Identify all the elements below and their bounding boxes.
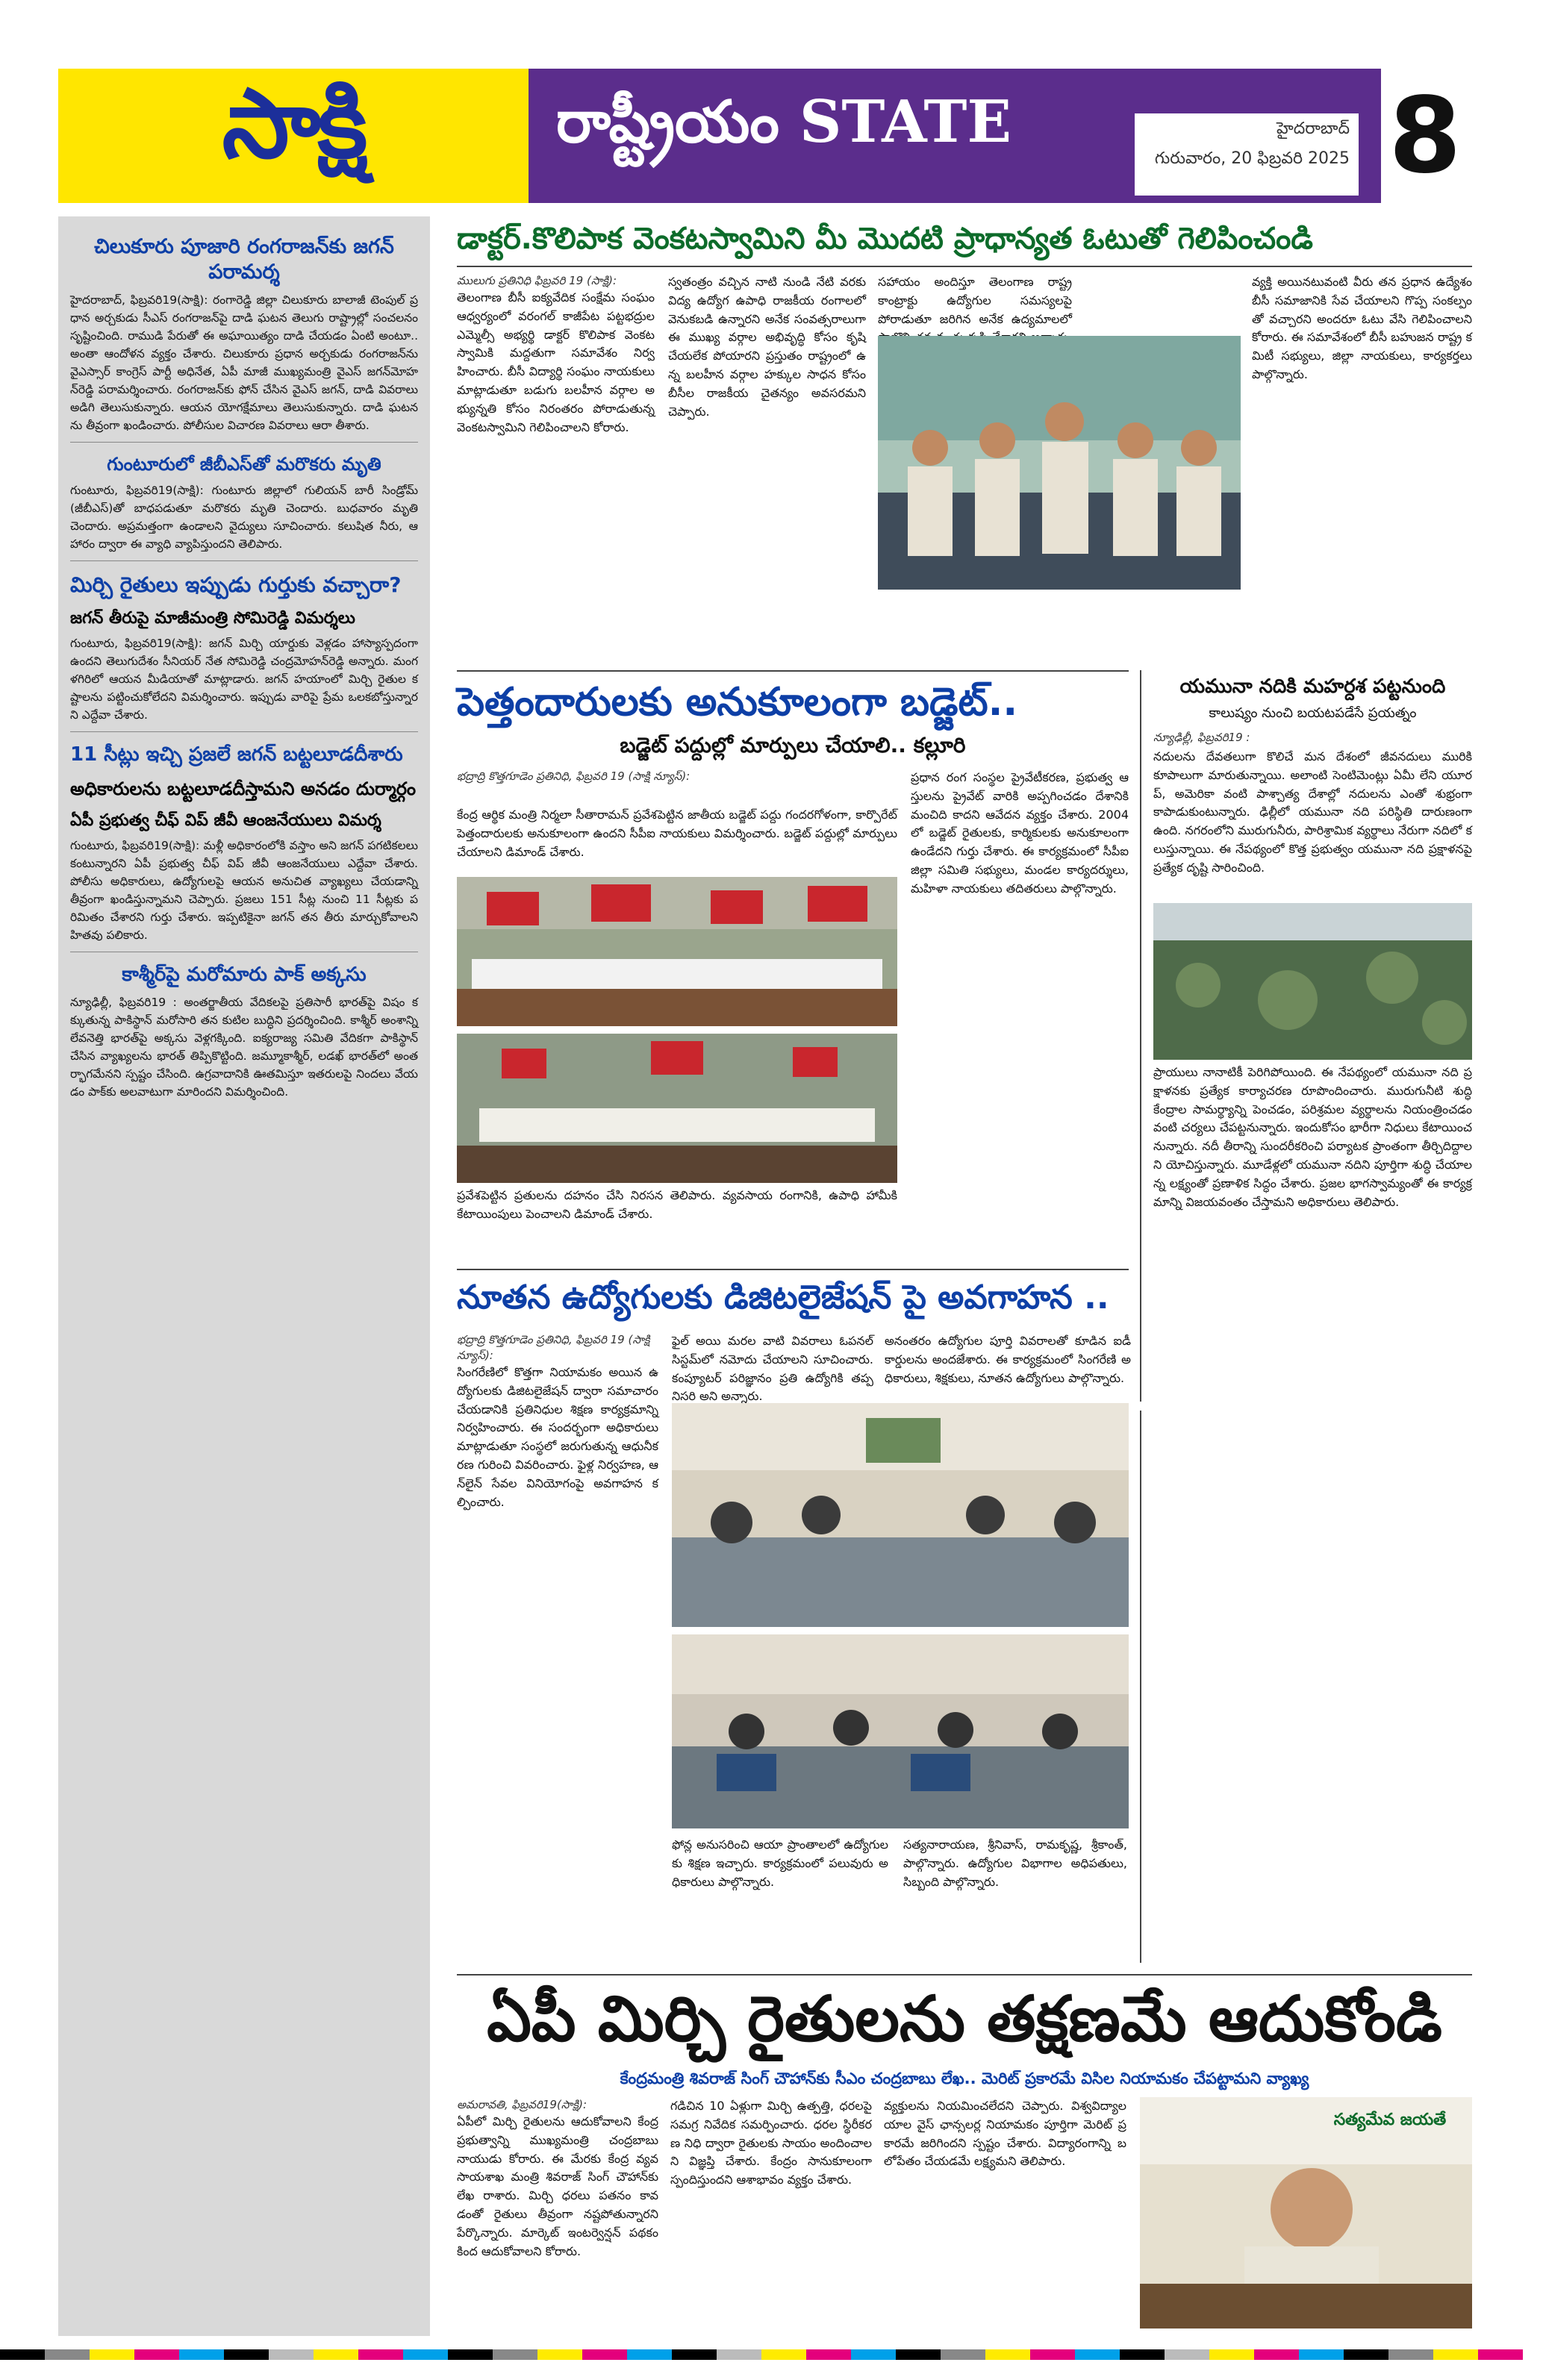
story3-body: గుంటూరు, ఫిబ్రవరి19(సాక్షి): జగన్ మిర్చి యార్డుకు వెళ్లడం హాస్యాస్పదంగా ఉందని తెలుగుదేశం సీనియర్ నేత సోమిరెడ్డి చంద్రమోహన్‌రెడ్డి అన్నారు. మంగళగిరిలో ఆయన మీడియాతో మాట్లాడారు. జగన్ హయాంలో మిర్చి రైతుల కష్టాలను పట్టించుకోలేదని విమర్శించారు. ఇప్పుడు వారిపై ప్రేమ ఒలకబోస్తున్నారని ఎద్దేవా చేశారు. <box>70 637 418 722</box>
chilli-body3: వ్యక్తులను నియమించలేదని చెప్పారు. విశ్వవిద్యాలయాల వైస్ ఛాన్సలర్ల నియామకం పూర్తిగా మెరిట్ ప్రకారమే జరిగిందని స్పష్టం చేశారు. విద్యారంగాన్ని బలోపేతం చేయడమే లక్ష్యమని తెలిపారు. <box>884 2099 1126 2169</box>
page-number-box <box>1374 69 1469 203</box>
budget-photo1 <box>457 877 897 1026</box>
chilli-photo-caption: సత్యమేవ జయతే <box>1333 2111 1447 2129</box>
training-photo-image <box>672 1634 1129 1828</box>
story4-headline: 11 సీట్లు ఇచ్చి ప్రజలే జగన్ బట్టలూడదీశారు <box>70 743 403 766</box>
divider <box>70 731 418 732</box>
digital-col1 <box>457 1332 658 1967</box>
budget-caption: ప్రవేశపెట్టిన ప్రతులను దహనం చేసి నిరసన తెలిపారు. వ్యవసాయ రంగానికి, ఉపాధి హామీకి కేటాయింపులు పెంచాలని డిమాండ్ చేశారు. <box>457 1188 897 1221</box>
story2-body: గుంటూరు, ఫిబ్రవరి19(సాక్షి): గుంటూరు జిల్లాలో గులియన్ బారీ సిండ్రోమ్ (జీబీఎస్)తో బాధపడుతూ మరొకరు మృతి చెందారు. బుధవారం మృతి చెందారు. అప్రమత్తంగా ఉండాలని వైద్యులు సూచించారు. కలుషిత నీరు, ఆహారం ద్వారా ఈ వ్యాధి వ్యాపిస్తుందని తెలిపారు. <box>70 483 418 551</box>
lead-col1 <box>457 273 655 661</box>
rule <box>457 266 1472 267</box>
chilli-body1: ఏపీలో మిర్చి రైతులను ఆదుకోవాలని కేంద్ర ప్రభుత్వాన్ని ముఖ్యమంత్రి చంద్రబాబు నాయుడు కోరారు. ఈ మేరకు కేంద్ర వ్యవసాయశాఖ మంత్రి శివరాజ్ సింగ్ చౌహాన్‌కు లేఖ రాశారు. మిర్చి ధరలు పతనం కావడంతో రైతులు తీవ్రంగా నష్టపోతున్నారని పేర్కొన్నారు. మార్కెట్ ఇంటర్వెన్షన్ పథకం కింద ఆదుకోవాలని కోరారు. <box>457 2114 658 2258</box>
chilli-credit: అమరావతి, ఫిబ్రవరి19(సాక్షి): <box>457 2098 587 2111</box>
yamuna-credit: న్యూఢిల్లీ, ఫిబ్రవరి19 : <box>1153 731 1250 744</box>
reg-mark <box>0 2349 45 2360</box>
digital-body2: ఫైల్ అయి మరల వాటి వివరాలు ఓపనల్ సిస్టమ్‌లో నమోదు చేయాలని సూచించారు. కంప్యూటర్ పరిజ్ఞానం ప్రతి ఉద్యోగికి తప్పనిసరి అని అన్నారు. <box>672 1334 873 1404</box>
meeting-photo-image <box>672 1403 1129 1627</box>
rule <box>457 1269 1129 1270</box>
story3-headline: మిర్చి రైతులు ఇప్పుడు గుర్తుకు వచ్చారా? <box>70 572 402 597</box>
budget-body1: కేంద్ర ఆర్థిక మంత్రి నిర్మలా సీతారామన్ ప్రవేశపెట్టిన జాతీయ బడ్జెట్ పద్దు గందరగోళంగా, కార్పొరేట్ పెత్తందారులకు అనుకూలంగా ఉందని సీపీఐ నాయకులు విమర్శించారు. బడ్జెట్ పద్దుల్లో మార్పులు చేయాలని డిమాండ్ చేశారు. <box>457 808 897 859</box>
chilli-subhead: కేంద్రమంత్రి శివరాజ్ సింగ్ చౌహాన్‌కు సీఎం చంద్రబాబు లేఖ.. మెరిట్ ప్రకారమే విసిల నియామకం చేపట్టామని వ్యాఖ్య <box>620 2070 1309 2087</box>
lead-body1: తెలంగాణ బీసీ ఐక్యవేదిక సంక్షేమ సంఘం ఆధ్వర్యంలో వరంగల్ కాజీపేట పట్టభద్రుల ఎమ్మెల్సీ అభ్యర్థి డాక్టర్ కొలిపాక వెంకటస్వామికి మద్దతుగా సమావేశం నిర్వహించారు. బీసీ విద్యార్థి సంఘం నాయకులు మాట్లాడుతూ బడుగు బలహీన వర్గాల అభ్యున్నతి కోసం నిరంతరం పోరాడుతున్న వెంకటస్వామిని గెలిపించాలని కోరారు. <box>457 290 655 434</box>
budget-body2: ప్రధాన రంగ సంస్థల ప్రైవేటీకరణ, ప్రభుత్వ ఆస్తులను ప్రైవేట్ వారికి అప్పగించడం దేశానికి మంచిది కాదని ఆవేదన వ్యక్తం చేశారు. 2004లో బడ్జెట్ రైతులకు, కార్మికులకు అనుకూలంగా ఉండేదని గుర్తు చేశారు. ఈ కార్యక్రమంలో సీపీఐ జిల్లా సమితి సభ్యులు, మండల కార్యదర్శులు, మహిళా నాయకులు తదితరులు పాల్గొన్నారు. <box>911 770 1129 896</box>
chilli-headline: ఏపీ మిర్చి రైతులను తక్షణమే ఆదుకోండి <box>487 1982 1442 2055</box>
lead-headline: డాక్టర్.కొలిపాక వెంకటస్వామిని మీ మొదటి ప్రాధాన్యత ఓటుతో గెలిపించండి <box>457 222 1313 256</box>
digital-body4: ఫోన్ల అనుసరించి ఆయా ప్రాంతాలలో ఉద్యోగులకు శిక్షణ ఇచ్చారు. కార్యక్రమంలో పలువురు అధికారులు పాల్గొన్నారు. <box>672 1837 888 1889</box>
left-column <box>58 216 430 2336</box>
masthead-logo <box>58 69 529 203</box>
story1-body: హైదరాబాద్, ఫిబ్రవరి19(సాక్షి): రంగారెడ్డి జిల్లా చిలుకూరు బాలాజీ టెంపుల్ ప్రధాన అర్చకుడు సీఎస్ రంగరాజన్‌పై దాడి ఘటన తెలుగు రాష్ట్రాల్లో సంచలనం సృష్టించింది. రాముడి పేరుతో ఈ అఘాయిత్యం దాడి చేయడం ఏంటి అంటూ.. అంతా ఆందోళన వ్యక్తం చేశారు. చిలుకూరు ప్రధాన అర్చకుడు రంగరాజన్‌ను వైఎస్సార్ కాంగ్రెస్ పార్టీ అధినేత, ఏపీ మాజీ ముఖ్యమంత్రి వైఎస్ జగన్‌మోహన్‌రెడ్డి పరామర్శించారు. రంగరాజన్‌కు ఫోన్ చేసిన వైఎస్ జగన్, దాడి వివరాలు అడిగి తెలుసుకున్నారు. ఆయన యోగక్షేమాలు తెలుసుకున్నారు. దాడి ఘటనను తీవ్రంగా ఖండించారు. పోలీసుల విచారణ వివరాలు ఆరా తీశారు. <box>70 293 418 432</box>
chilli-col1 <box>457 2097 658 2329</box>
story4-subhead2: ఏపీ ప్రభుత్వ చీఫ్ విప్ జీవీ ఆంజనేయులు విమర్శ <box>70 810 381 830</box>
digital-photo1 <box>672 1403 1129 1627</box>
lead-body2: స్వతంత్రం వచ్చిన నాటి నుండి నేటి వరకు విద్య ఉద్యోగ ఉపాధి రాజకీయ రంగాలలో వెనుకబడి ఉన్నారని అనేక సంవత్సరాలుగా ఈ ముఖ్య వర్గాల అభివృద్ధి కోసం కృషి చేయలేక పోయారని ప్రస్తుతం రాష్ట్రంలో ఉన్న బలహీన వర్గాల హక్కుల సాధన కోసం బీసీల రాజకీయ చైతన్యం అవసరమని చెప్పారు. <box>668 275 866 419</box>
story1-headline: చిలుకూరు పూజారి రంగరాజన్‌కు జగన్ పరామర్శ <box>94 235 394 284</box>
story2-headline: గుంటూరులో జీబీఎస్‌తో మరొకరు మృతి <box>107 453 381 475</box>
lead-body3b <box>1084 273 1237 333</box>
rule <box>457 670 1129 672</box>
vertical-rule <box>1140 670 1141 1402</box>
budget-credit: భద్రాద్రి కొత్తగూడెం ప్రతినిధి, ఫిబ్రవరి 19 (సాక్షి న్యూస్): <box>457 769 691 783</box>
section-title: రాష్ట్రీయం STATE <box>556 88 1011 156</box>
budget-subhead: బడ్జెట్ పద్దుల్లో మార్పులు చేయాలి.. కల్లూరి <box>620 733 966 758</box>
lead-body4: వ్యక్తి అయినటువంటి వీరు తన ప్రధాన ఉద్యేశం బీసీ సమాజానికి సేవ చేయాలని గొప్ప సంకల్పం తో వచ్చారని అందరూ ఓటు వేసి గెలిపించాలని కోరారు. ఈ సమావేశంలో బీసీ బహుజన రాష్ట్ర కమిటీ సభ్యులు, జిల్లా నాయకులు, కార్యకర్తలు పాల్గొన్నారు. <box>1252 275 1472 381</box>
masthead-info <box>1135 113 1359 196</box>
logo-text: సాక్షి <box>222 69 365 180</box>
chilli-body2: గడిచిన 10 ఏళ్లుగా మిర్చి ఉత్పత్తి, ధరలపై సమగ్ర నివేదిక సమర్పించారు. ధరల స్థిరీకరణ నిధి ద్వారా రైతులకు సాయం అందించాలని విజ్ఞప్తి చేశారు. కేంద్రం సానుకూలంగా స్పందిస్తుందని ఆశాభావం వ్యక్తం చేశారు. <box>670 2099 872 2187</box>
lead-photo <box>878 336 1241 590</box>
lead-body3: సహాయం అందిస్తూ తెలంగాణ రాష్ట్ర కాంట్రాక్టు ఉద్యోగుల సమస్యలపై పోరాడుతూ జరిగిన అనేక ఉద్యమాలలో <box>878 275 1072 326</box>
yamuna-body1: నదులను దేవతలుగా కొలిచే మన దేశంలో జీవనదులు మురికి కూపాలుగా మారుతున్నాయి. అలాంటి సెంటిమెంట్లు ఏమీ లేని యూరప్, అమెరికా వంటి పాశ్చాత్య దేశాల్లో నదులను ఎంతో శుభ్రంగా కాపాడుకుంటున్నారు. ఢిల్లీలో యమునా నది పరిస్థితి దారుణంగా ఉంది. నగరంలోని మురుగునీరు, పారిశ్రామిక వ్యర్థాలు నేరుగా నదిలో కలుస్తున్నాయి. ఈ నేపథ్యంలో కొత్త ప్రభుత్వం యమునా నది ప్రక్షాళనపై ప్రత్యేక దృష్టి సారించింది. <box>1153 749 1472 875</box>
print-registration-bar <box>0 2343 1543 2366</box>
protest-photo-image <box>457 877 897 1026</box>
story4-subhead: అధికారులను బట్టలూడదీస్తామని అనడం దుర్మార్గం <box>70 778 417 799</box>
story5-body: న్యూఢిల్లీ, ఫిబ్రవరి19 : అంతర్జాతీయ వేదికలపై ప్రతిసారీ భారత్‌పై విషం కక్కుతున్న పాకిస్థాన్ మరోసారి తన కుటిల బుద్ధిని ప్రదర్శించింది. కాశ్మీర్ అంశాన్ని లేవనెత్తి భారత్‌పై అక్కసు వెళ్లగక్కింది. ఐక్యరాజ్య సమితి వేదికగా పాకిస్థాన్ చేసిన వ్యాఖ్యలను భారత్ తిప్పికొట్టింది. జమ్మూకాశ్మీర్, లడఖ్ భారత్‌లో అంతర్భాగమేనని స్పష్టం చేసింది. ఉగ్రవాదానికి ఊతమిస్తూ ఇతరులపై నిందలు వేయడం పాక్‌కు అలవాటుగా మారిందని విమర్శించింది. <box>70 995 418 1099</box>
vertical-rule <box>1140 1411 1141 1963</box>
protest-photo-image <box>457 1034 897 1183</box>
story4-body: గుంటూరు, ఫిబ్రవరి19(సాక్షి): మళ్లీ అధికారంలోకి వస్తాం అని జగన్ పగటికలలు కంటున్నారని ఏపీ ప్రభుత్వ చీఫ్ విప్ జీవీ ఆంజనేయులు ఎద్దేవా చేశారు. పోలీసు అధికారులు, ఉద్యోగులపై ఆయన అనుచిత వ్యాఖ్యలు చేయడాన్ని తీవ్రంగా ఖండిస్తున్నామని చెప్పారు. ప్రజలు 151 సీట్ల నుంచి 11 సీట్లకు పరిమితం చేశారని గుర్తు చేశారు. ఇప్పటికైనా జగన్ తన తీరు మార్చుకోవాలని హితవు పలికారు. <box>70 839 418 943</box>
digital-body3: అనంతరం ఉద్యోగుల పూర్తి వివరాలతో కూడిన ఐడీ కార్డులను అందజేశారు. ఈ కార్యక్రమంలో సింగరేణి అధికారులు, శిక్షకులు, నూతన ఉద్యోగులు పాల్గొన్నారు. <box>885 1334 1131 1385</box>
lead-credit: ములుగు ప్రతినిధి ఫిబ్రవరి 19 (సాక్షి): <box>457 274 617 287</box>
masthead-date: గురువారం, 20 ఫిబ్రవరి 2025 <box>1154 149 1350 168</box>
divider <box>70 560 418 561</box>
digital-body1: సింగరేణిలో కొత్తగా నియామకం అయిన ఉద్యోగులకు డిజిటలైజేషన్ ద్వారా సమాచారం చేయడానికి ప్రతినిధుల శిక్షణ కార్యక్రమాన్ని నిర్వహించారు. ఈ సందర్భంగా అధికారులు మాట్లాడుతూ సంస్థలో జరుగుతున్న ఆధునీకరణ గురించి వివరించారు. ఫైళ్ల నిర్వహణ, ఆన్‌లైన్ సేవల వినియోగంపై అవగాహన కల్పించారు. <box>457 1365 658 1509</box>
story3-subhead: జగన్ తీరుపై మాజీమంత్రి సోమిరెడ్డి విమర్శలు <box>70 608 355 628</box>
yamuna-headline: యమునా నదికి మహర్దశ పట్టనుంది <box>1179 675 1446 698</box>
divider <box>70 442 418 443</box>
page-number: 8 <box>1388 75 1462 197</box>
budget-photo2 <box>457 1034 897 1183</box>
yamuna-photo <box>1153 903 1472 1060</box>
yamuna-subhead: కాలుష్యం నుంచి బయటపడేసే ప్రయత్నం <box>1209 705 1417 721</box>
digital-headline: నూతన ఉద్యోగులకు డిజిటలైజేషన్ పై అవగాహన .. <box>457 1278 1109 1317</box>
rule <box>457 1974 1472 1975</box>
river-photo-image <box>1153 903 1472 1060</box>
masthead-city: హైదరాబాద్ <box>1277 119 1350 138</box>
digital-body5: సత్యనారాయణ, శ్రీనివాస్, రామకృష్ణ, శ్రీకాంత్, పాల్గొన్నారు. ఉద్యోగుల విభాగాల అధిపతులు, సిబ్బంది పాల్గొన్నారు. <box>903 1837 1127 1889</box>
group-photo-image <box>878 336 1241 590</box>
story5-headline: కాశ్మీర్‌పై మరోమారు పాక్ అక్కసు <box>122 963 367 987</box>
yamuna-body2: ప్రాయులు నానాటికీ పెరిగిపోయింది. ఈ నేపథ్యంలో యమునా నది ప్రక్షాళనకు ప్రత్యేక కార్యాచరణ రూపొందించారు. మురుగునీటి శుద్ధి కేంద్రాల సామర్థ్యాన్ని పెంచడం, పరిశ్రమల వ్యర్థాలను నియంత్రించడం వంటి చర్యలు చేపట్టనున్నారు. ఇందుకోసం భారీగా నిధులు కేటాయించనున్నారు. నదీ తీరాన్ని సుందరీకరించి పర్యాటక ప్రాంతంగా తీర్చిదిద్దాలని యోచిస్తున్నారు. మూడేళ్లలో యమునా నదిని పూర్తిగా శుద్ధి చేయాలన్న లక్ష్యంతో ప్రణాళిక సిద్ధం చేశారు. ప్రజల భాగస్వామ్యంతో ఈ కార్యక్రమాన్ని విజయవంతం చేస్తామని అధికారులు తెలిపారు. <box>1153 1065 1472 1209</box>
digital-credit: భద్రాద్రి కొత్తగూడెం ప్రతినిధి, ఫిబ్రవరి 19 (సాక్షి న్యూస్): <box>457 1333 650 1362</box>
digital-photo2 <box>672 1634 1129 1828</box>
budget-headline: పెత్తందారులకు అనుకూలంగా బడ్జెట్.. <box>457 680 1018 725</box>
chilli-photo <box>1140 2097 1472 2329</box>
